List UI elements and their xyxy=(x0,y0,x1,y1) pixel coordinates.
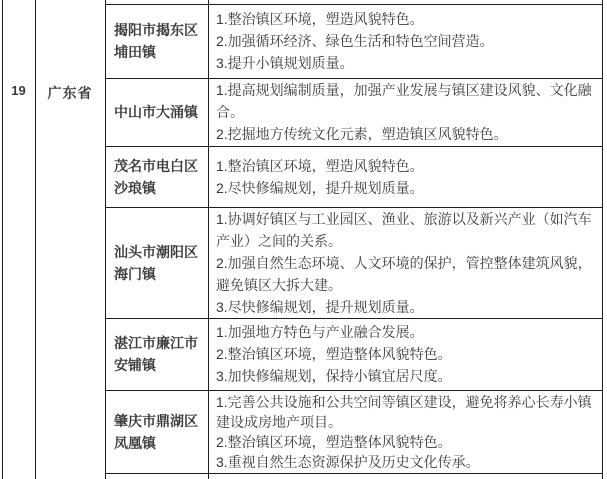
row-number-cell: 19 xyxy=(11,83,26,98)
remark-item: 1.提高规划编制质量，加强产业发展与镇区建设风貌、文化融合。 xyxy=(216,82,592,120)
town-name-cell: 肇庆市鼎湖区凤凰镇 xyxy=(114,412,198,451)
remark-item: 2.加强循环经济、绿色生活和特色空间营造。 xyxy=(216,33,494,49)
remark-item: 1.整治镇区环境，塑造风貌特色。 xyxy=(216,11,424,27)
remark-item: 1.完善公共设施和公共空间等镇区建设，避免将养心长寿小镇建设成房地产项目。 xyxy=(216,393,592,430)
row-divider xyxy=(105,473,603,474)
remarks-cell xyxy=(209,390,602,473)
town-name-cell: 湛江市廉江市安铺镇 xyxy=(114,335,198,373)
table-border-col1-col2 xyxy=(35,0,36,479)
remark-item: 3.加快修编规划，保持小镇宜居尺度。 xyxy=(216,368,452,384)
remark-item: 2.挖掘地方传统文化元素，塑造镇区风貌特色。 xyxy=(216,126,508,142)
remark-item: 2.尽快修编规划，提升规划质量。 xyxy=(216,179,424,196)
remark-item: 1.整治镇区环境，塑造风貌特色。 xyxy=(216,157,424,174)
town-name-cell: 中山市大涌镇 xyxy=(114,104,198,120)
remarks-cell xyxy=(209,207,602,318)
remark-item: 2.加强自然生态环境、人文环境的保护，管控整体建筑风貌，避免镇区大拆大建。 xyxy=(216,254,592,293)
remarks-cell xyxy=(209,4,602,78)
remarks-cell xyxy=(209,146,602,207)
province-cell: 广东省 xyxy=(47,85,93,101)
remark-item: 3.尽快修编规划，提升规划质量。 xyxy=(216,298,424,315)
remark-item: 3.提升小镇规划质量。 xyxy=(216,55,354,71)
remarks-cell xyxy=(209,78,602,146)
town-name-cell: 汕头市潮阳区海门镇 xyxy=(114,243,198,282)
table-border-left xyxy=(2,0,3,479)
remark-item: 1.协调好镇区与工业园区、渔业、旅游以及新兴产业（如汽车产业）之间的关系。 xyxy=(216,210,592,249)
remarks-cell xyxy=(209,318,602,390)
town-name-cell: 茂名市电白区沙琅镇 xyxy=(114,157,198,196)
remark-item: 2.整治镇区环境，塑造整体风貌特色。 xyxy=(216,346,452,362)
town-name-cell: 揭阳市揭东区埔田镇 xyxy=(114,22,198,60)
table-border-right xyxy=(602,0,603,479)
remark-item: 3.重视自然生态资源保护及历史文化传承。 xyxy=(216,453,480,470)
remark-item: 1.加强地方特色与产业融合发展。 xyxy=(216,324,424,340)
remark-item: 2.整治镇区环境，塑造整体风貌特色。 xyxy=(216,433,452,450)
